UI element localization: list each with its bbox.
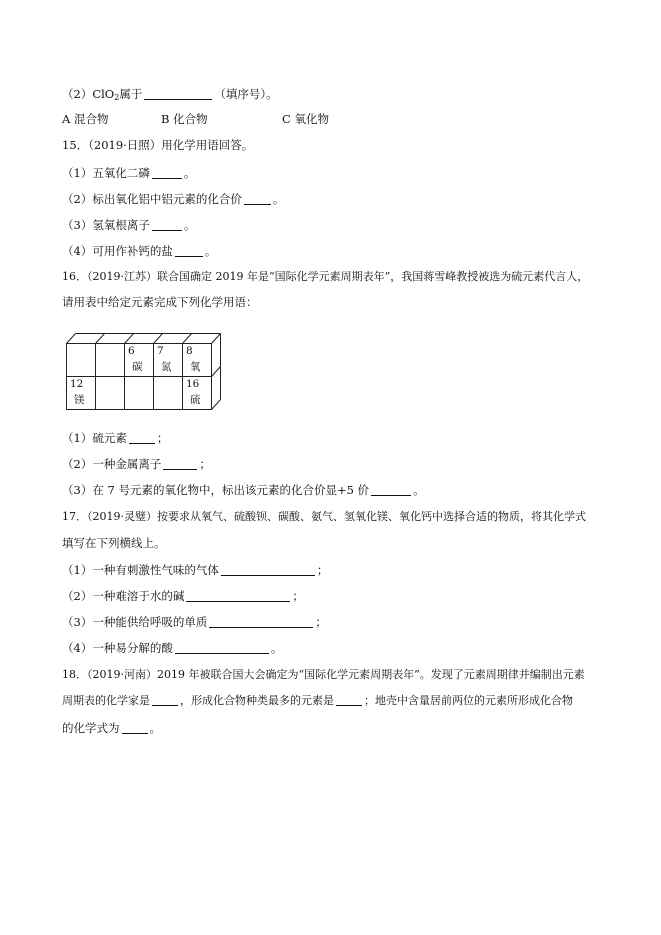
- answer-blank[interactable]: [144, 87, 212, 100]
- answer-blank[interactable]: [152, 693, 178, 706]
- element-name: 氧: [190, 361, 201, 373]
- q17-item-2-end: ；: [292, 589, 304, 603]
- answer-blank[interactable]: [186, 589, 290, 602]
- q15-item-4: [62, 243, 216, 259]
- option-b: B 化合物: [161, 112, 208, 126]
- answer-blank[interactable]: [152, 218, 182, 231]
- q18-line3-part1: 的化学式为: [62, 721, 120, 735]
- answer-blank[interactable]: [122, 721, 148, 734]
- q17-item-2: [62, 588, 304, 604]
- q17-item-1: [62, 562, 328, 578]
- q15-item-2-text: （2）标出氧化铝中铝元素的化合价: [62, 192, 242, 206]
- q15-item-4-end: 。: [204, 244, 217, 258]
- q16-item-2-text: （2）一种金属离子: [62, 457, 162, 471]
- q14-part2-mid: 属于: [119, 87, 143, 101]
- q17-item-4-text: （4）一种易分解的酸: [62, 641, 173, 655]
- q15-item-3-end: 。: [183, 218, 196, 232]
- q16-item-2: [62, 456, 211, 472]
- option-c: C 氧化物: [282, 112, 329, 126]
- element-name: 碳: [132, 361, 143, 373]
- answer-blank[interactable]: [244, 192, 271, 205]
- periodic-table-figure: [66, 333, 221, 411]
- q15-item-3-text: （3）氢氧根离子: [62, 218, 150, 232]
- q17-item-3-end: ；: [315, 615, 327, 629]
- q17-line1: 17．（2019·灵璧）按要求从氧气、硫酸钡、碳酸、氨气、氢氧化镁、氧化钙中选择合适的物质，将其化学式: [62, 510, 586, 523]
- q18-line2: [62, 693, 573, 709]
- answer-blank[interactable]: [221, 563, 315, 576]
- q17-item-4-end: 。: [270, 641, 283, 655]
- q18-line3: [62, 720, 161, 736]
- q17-item-4: [62, 640, 282, 656]
- q14-part2-subscript: 2: [114, 93, 120, 102]
- element-cell-nitrogen: [154, 344, 183, 378]
- q17-item-1-end: ；: [316, 563, 329, 577]
- element-cell-magnesium: [67, 377, 96, 411]
- q16-line1: 16．（2019·江苏）联合国确定 2019 年是“国际化学元素周期表年”，我国蒋雪峰教授被选为硫元素代言人，: [62, 270, 589, 283]
- q17-item-3-text: （3）一种能供给呼吸的单质: [62, 615, 208, 629]
- q14-part2: [62, 86, 278, 106]
- q16-item-3-text: （3）在 7 号元素的氧化物中，标出该元素的化合价显+5 价: [62, 483, 370, 497]
- q18-line1: 18．（2019·河南）2019 年被联合国大会确定为“国际化学元素周期表年”。发现了元素周期律并编制出元素: [62, 668, 585, 681]
- q18-line2-part2: ，形成化合物种类最多的元素是: [180, 694, 334, 707]
- q14-part2-prefix: （2）ClO: [62, 87, 115, 101]
- answer-blank[interactable]: [152, 166, 182, 179]
- element-cell-oxygen: [183, 344, 212, 378]
- answer-blank[interactable]: [371, 483, 411, 496]
- q16-item-1-text: （1）硫元素: [62, 431, 127, 445]
- q16-item-1-end: ；: [156, 431, 169, 445]
- q17-item-1-text: （1）一种有刺激性气味的气体: [62, 563, 219, 577]
- q18-line2-part3: ；地壳中含量居前两位的元素所形成化合物: [364, 694, 573, 707]
- q18-line3-part2: 。: [149, 721, 161, 735]
- q15-item-1: [62, 165, 195, 181]
- answer-blank[interactable]: [163, 457, 197, 470]
- q15-item-3: [62, 217, 195, 233]
- element-name: 硫: [190, 394, 201, 406]
- element-number: 7: [157, 345, 164, 357]
- q16-line2: 请用表中给定元素完成下列化学用语：: [62, 295, 258, 309]
- q16-item-3: [62, 482, 425, 498]
- q15-item-1-end: 。: [183, 166, 196, 180]
- answer-blank[interactable]: [129, 431, 155, 444]
- q17-item-3: [62, 614, 327, 630]
- q16-item-2-end: ；: [199, 457, 211, 471]
- q14-part2-suffix: （填序号）。: [214, 87, 278, 101]
- element-number: 8: [186, 345, 193, 357]
- q16-item-1: [62, 430, 168, 446]
- answer-blank[interactable]: [175, 244, 203, 257]
- element-number: 12: [70, 378, 84, 390]
- q17-line2: 填写在下列横线上。: [62, 536, 166, 550]
- q15-item-4-text: （4）可用作补钙的盐: [62, 244, 173, 258]
- element-name: 氮: [161, 361, 172, 373]
- answer-blank[interactable]: [209, 615, 313, 628]
- q17-item-2-text: （2）一种难溶于水的碱: [62, 589, 185, 603]
- q15-item-2: [62, 191, 284, 207]
- element-number: 16: [186, 378, 200, 390]
- q18-line2-part1: 周期表的化学家是: [62, 694, 150, 707]
- option-a: A 混合物: [62, 112, 109, 126]
- q15-item-2-end: 。: [272, 192, 285, 206]
- q15-title: 15．（2019·日照）用化学用语回答。: [62, 138, 254, 152]
- element-cell-sulfur: [183, 377, 212, 411]
- element-number: 6: [128, 345, 135, 357]
- q16-item-3-end: 。: [413, 483, 425, 497]
- element-cell-carbon: [125, 344, 154, 378]
- answer-blank[interactable]: [336, 693, 362, 706]
- q15-item-1-text: （1）五氧化二磷: [62, 166, 150, 180]
- element-name: 镁: [74, 394, 85, 406]
- answer-blank[interactable]: [175, 641, 269, 654]
